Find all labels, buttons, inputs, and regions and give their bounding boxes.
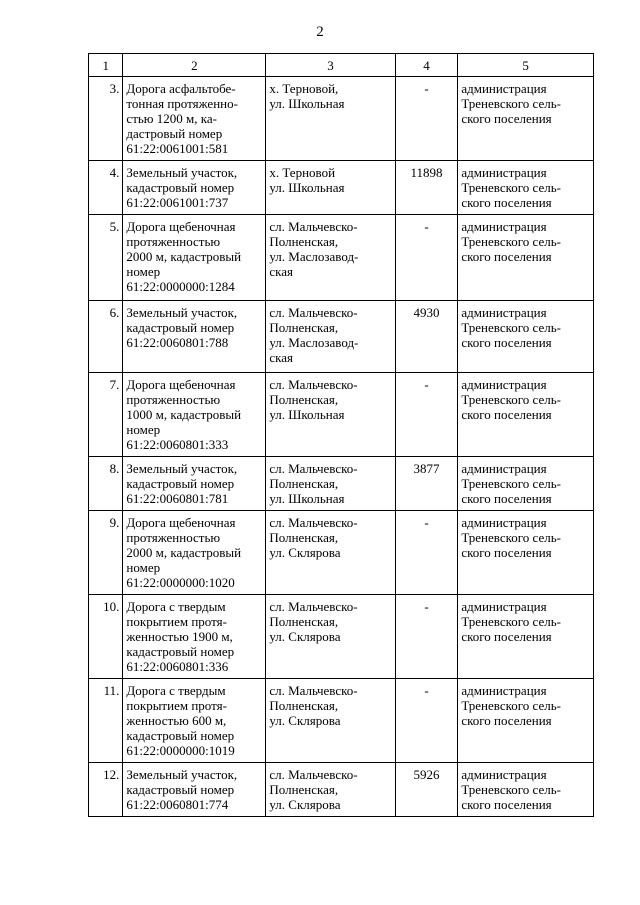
row-number: 7. xyxy=(89,373,123,457)
row-number: 10. xyxy=(89,595,123,679)
object-name: Земельный участок, кадастровый номер 61:22:0060801:788 xyxy=(123,301,266,373)
table-row xyxy=(89,679,594,763)
table-row xyxy=(89,373,594,457)
object-name: Дорога с твердым покрытием протя- женностью 1900 м, кадастровый номер 61:22:0060801:336 xyxy=(123,595,266,679)
table-row xyxy=(89,77,594,161)
table-row xyxy=(89,595,594,679)
object-name: Дорога щебеночная протяженностью 2000 м, кадастровый номер 61:22:0000000:1020 xyxy=(123,511,266,595)
object-owner: администрация Треневского сель- ского поселения xyxy=(458,77,594,161)
object-area: - xyxy=(395,511,458,595)
table-row xyxy=(89,511,594,595)
object-address: сл. Мальчевско- Полненская, ул. Склярова xyxy=(266,679,395,763)
object-address: сл. Мальчевско- Полненская, ул. Склярова xyxy=(266,595,395,679)
object-area: 5926 xyxy=(395,763,458,817)
object-area: - xyxy=(395,215,458,301)
column-header: 1 xyxy=(89,54,123,77)
object-owner: администрация Треневского сель- ского поселения xyxy=(458,373,594,457)
object-owner: администрация Треневского сель- ского поселения xyxy=(458,161,594,215)
row-number: 9. xyxy=(89,511,123,595)
object-name: Дорога щебеночная протяженностью 2000 м, кадастровый номер 61:22:0000000:1284 xyxy=(123,215,266,301)
table-row xyxy=(89,763,594,817)
table-row xyxy=(89,457,594,511)
object-address: сл. Мальчевско- Полненская, ул. Школьная xyxy=(266,373,395,457)
object-area: 4930 xyxy=(395,301,458,373)
object-owner: администрация Треневского сель- ского поселения xyxy=(458,301,594,373)
object-owner: администрация Треневского сель- ского поселения xyxy=(458,215,594,301)
column-header: 2 xyxy=(123,54,266,77)
table-row xyxy=(89,301,594,373)
object-owner: администрация Треневского сель- ского поселения xyxy=(458,763,594,817)
object-owner: администрация Треневского сель- ского поселения xyxy=(458,511,594,595)
object-name: Земельный участок, кадастровый номер 61:22:0060801:781 xyxy=(123,457,266,511)
column-header: 3 xyxy=(266,54,395,77)
object-area: - xyxy=(395,77,458,161)
object-name: Дорога асфальтобе- тонная протяженно- стью 1200 м, ка- дастровый номер 61:22:0061001:581 xyxy=(123,77,266,161)
table-row xyxy=(89,215,594,301)
object-address: сл. Мальчевско- Полненская, ул. Маслозавод- ская xyxy=(266,215,395,301)
column-header: 5 xyxy=(458,54,594,77)
object-address: х. Терновой, ул. Школьная xyxy=(266,77,395,161)
object-owner: администрация Треневского сель- ского поселения xyxy=(458,679,594,763)
object-area: - xyxy=(395,679,458,763)
property-table xyxy=(88,53,594,817)
object-address: сл. Мальчевско- Полненская, ул. Склярова xyxy=(266,511,395,595)
object-area: 11898 xyxy=(395,161,458,215)
object-name: Дорога с твердым покрытием протя- женностью 600 м, кадастровый номер 61:22:0000000:1019 xyxy=(123,679,266,763)
object-owner: администрация Треневского сель- ского поселения xyxy=(458,457,594,511)
object-address: х. Терновой ул. Школьная xyxy=(266,161,395,215)
object-address: сл. Мальчевско- Полненская, ул. Склярова xyxy=(266,763,395,817)
row-number: 3. xyxy=(89,77,123,161)
object-area: 3877 xyxy=(395,457,458,511)
object-name: Дорога щебеночная протяженностью 1000 м, кадастровый номер 61:22:0060801:333 xyxy=(123,373,266,457)
row-number: 12. xyxy=(89,763,123,817)
object-owner: администрация Треневского сель- ского поселения xyxy=(458,595,594,679)
row-number: 8. xyxy=(89,457,123,511)
row-number: 5. xyxy=(89,215,123,301)
object-name: Земельный участок, кадастровый номер 61:22:0061001:737 xyxy=(123,161,266,215)
header-row xyxy=(89,54,594,77)
object-address: сл. Мальчевско- Полненская, ул. Школьная xyxy=(266,457,395,511)
object-area: - xyxy=(395,595,458,679)
row-number: 11. xyxy=(89,679,123,763)
table-row xyxy=(89,161,594,215)
object-name: Земельный участок, кадастровый номер 61:22:0060801:774 xyxy=(123,763,266,817)
row-number: 6. xyxy=(89,301,123,373)
object-area: - xyxy=(395,373,458,457)
object-address: сл. Мальчевско- Полненская, ул. Маслозавод- ская xyxy=(266,301,395,373)
row-number: 4. xyxy=(89,161,123,215)
column-header: 4 xyxy=(395,54,458,77)
page-number: 2 xyxy=(316,24,324,40)
